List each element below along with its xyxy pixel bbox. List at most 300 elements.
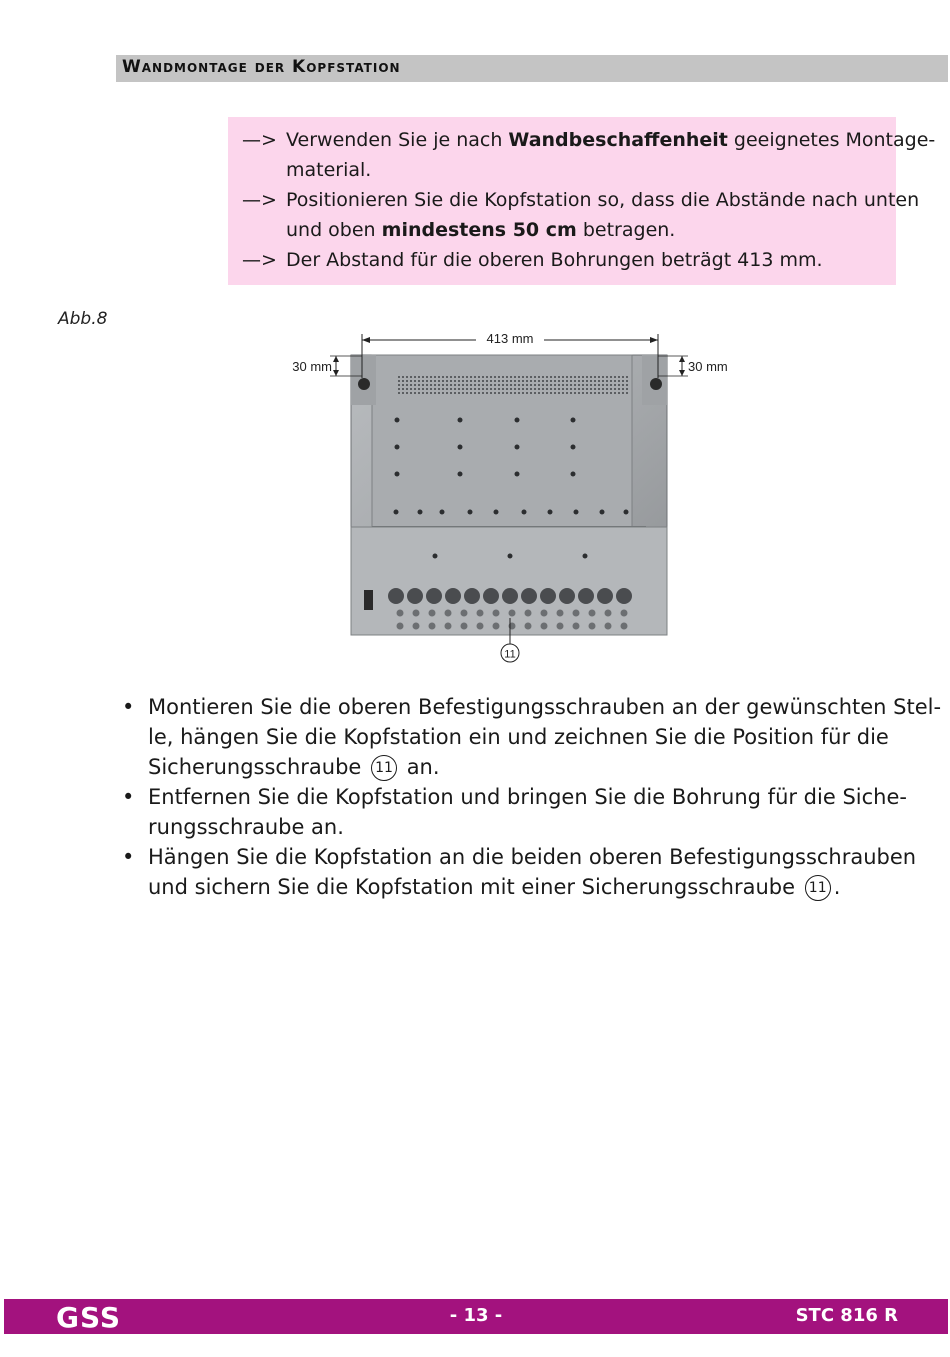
brand-logo: GSS (56, 1301, 122, 1334)
bullet-icon: • (122, 845, 135, 869)
vent-slot (406, 376, 408, 378)
vent-slot (422, 388, 424, 390)
vent-slot (574, 376, 576, 378)
vent-slot (618, 384, 620, 386)
vent-slot (434, 376, 436, 378)
vent-slot (458, 384, 460, 386)
vent-slot (534, 384, 536, 386)
vent-slot (450, 380, 452, 382)
vent-slot (530, 384, 532, 386)
vent-slot (510, 380, 512, 382)
vent-slot (458, 376, 460, 378)
small-hole (573, 610, 580, 617)
vent-slot (442, 376, 444, 378)
vent-slot (590, 388, 592, 390)
vent-slot (538, 392, 540, 394)
screw-hole (468, 510, 473, 515)
vent-slot (458, 388, 460, 390)
vent-slot (462, 388, 464, 390)
vent-slot (434, 388, 436, 390)
vent-slot (582, 388, 584, 390)
vent-slot (402, 388, 404, 390)
list-item: • Entfernen Sie die Kopfstation und bringen Sie die Bohrung für die Siche- rungsschraube an. (122, 782, 898, 842)
vent-slot (410, 392, 412, 394)
vent-slot (510, 392, 512, 394)
small-hole (477, 610, 484, 617)
vent-slot (490, 376, 492, 378)
bullet-icon: • (122, 695, 135, 719)
arrow-icon: —> (242, 249, 277, 271)
vent-slot (398, 380, 400, 382)
vent-slot (526, 388, 528, 390)
small-hole (605, 610, 612, 617)
vent-slot (558, 392, 560, 394)
vent-slot (554, 380, 556, 382)
vent-slot (594, 380, 596, 382)
vent-slot (574, 388, 576, 390)
screw-hole (548, 510, 553, 515)
vent-slot (586, 392, 588, 394)
small-hole (429, 610, 436, 617)
vent-slot (606, 380, 608, 382)
vent-slot (478, 376, 480, 378)
vent-slot (510, 384, 512, 386)
vent-slot (514, 376, 516, 378)
vent-slot (418, 388, 420, 390)
vent-slot (486, 388, 488, 390)
vent-slot (538, 384, 540, 386)
small-hole (413, 610, 420, 617)
vent-slot (478, 388, 480, 390)
vent-slot (582, 376, 584, 378)
cable-hole (388, 588, 404, 604)
vent-slot (514, 380, 516, 382)
vent-slot (538, 380, 540, 382)
vent-slot (606, 376, 608, 378)
vent-slot (422, 392, 424, 394)
mounting-figure (270, 320, 750, 670)
vent-slot (490, 384, 492, 386)
small-hole (589, 610, 596, 617)
page-number: - 13 - (449, 1305, 503, 1326)
vent-slot (562, 388, 564, 390)
vent-slot (494, 376, 496, 378)
vent-slot (546, 392, 548, 394)
screw-hole (508, 554, 513, 559)
vent-slot (474, 380, 476, 382)
small-hole (509, 610, 516, 617)
vent-slot (494, 380, 496, 382)
vent-slot (546, 384, 548, 386)
vent-slot (478, 384, 480, 386)
vent-slot (414, 392, 416, 394)
small-hole (397, 623, 404, 630)
vent-slot (466, 392, 468, 394)
vent-slot (450, 376, 452, 378)
vent-slot (414, 376, 416, 378)
vent-slot (498, 392, 500, 394)
small-hole (461, 623, 468, 630)
vent-slot (598, 388, 600, 390)
vent-slot (626, 384, 628, 386)
screw-hole (458, 472, 463, 477)
vent-slot (582, 384, 584, 386)
vent-slot (426, 392, 428, 394)
vent-slot (534, 376, 536, 378)
vent-slot (506, 376, 508, 378)
bullet-icon: • (122, 785, 135, 809)
vent-slot (562, 380, 564, 382)
vent-slot (414, 380, 416, 382)
vent-slot (610, 384, 612, 386)
vent-slot (458, 392, 460, 394)
small-hole (445, 610, 452, 617)
vent-slot (526, 380, 528, 382)
vent-slot (470, 380, 472, 382)
vent-slot (502, 392, 504, 394)
lower-plate (351, 527, 667, 635)
vent-slot (526, 376, 528, 378)
vent-slot (562, 392, 564, 394)
vent-slot (570, 384, 572, 386)
screw-hole (458, 418, 463, 423)
vent-slot (458, 380, 460, 382)
vent-slot (562, 376, 564, 378)
vent-slot (550, 388, 552, 390)
ground-terminal (364, 590, 373, 610)
vent-slot (618, 388, 620, 390)
screw-hole (600, 510, 605, 515)
vent-slot (414, 384, 416, 386)
vent-slot (626, 388, 628, 390)
screw-hole (583, 554, 588, 559)
vent-slot (418, 392, 420, 394)
screw-hole (458, 445, 463, 450)
screw-hole (395, 472, 400, 477)
vent-slot (402, 384, 404, 386)
vent-slot (534, 388, 536, 390)
screw-hole (433, 554, 438, 559)
vent-slot (566, 380, 568, 382)
small-hole (493, 610, 500, 617)
vent-slot (474, 384, 476, 386)
vent-slot (486, 376, 488, 378)
vent-slot (462, 376, 464, 378)
vent-slot (474, 392, 476, 394)
vent-slot (426, 388, 428, 390)
screw-hole (571, 418, 576, 423)
vent-slot (602, 380, 604, 382)
vent-slot (406, 388, 408, 390)
vent-slot (498, 380, 500, 382)
vent-slot (398, 384, 400, 386)
vent-slot (570, 392, 572, 394)
vent-slot (614, 388, 616, 390)
vent-slot (422, 376, 424, 378)
vent-slot (450, 384, 452, 386)
model-name: STC 816 R (795, 1305, 898, 1326)
vent-slot (554, 376, 556, 378)
vent-slot (534, 392, 536, 394)
vent-slot (454, 376, 456, 378)
vent-slot (402, 380, 404, 382)
vent-slot (426, 380, 428, 382)
vent-slot (542, 388, 544, 390)
figure-label: Abb.8 (58, 309, 108, 329)
vent-slot (438, 376, 440, 378)
small-hole (621, 623, 628, 630)
small-hole (429, 623, 436, 630)
vent-slot (430, 388, 432, 390)
small-hole (493, 623, 500, 630)
vent-slot (586, 384, 588, 386)
vent-slot (410, 380, 412, 382)
vent-slot (518, 376, 520, 378)
vent-slot (498, 388, 500, 390)
vent-slot (530, 376, 532, 378)
vent-slot (418, 376, 420, 378)
vent-slot (422, 380, 424, 382)
vent-slot (470, 376, 472, 378)
vent-slot (610, 388, 612, 390)
note-box: —> Verwenden Sie je nach Wandbeschaffenheit geeignetes Montage- material. —> Positionieren Sie die Kopfstation so, dass die Abstände nach unten und oben mindestens 50 cm betragen. —> Der Abstand für die oberen Bohrungen beträgt 413 mm. (228, 117, 896, 285)
vent-slot (466, 384, 468, 386)
small-hole (541, 623, 548, 630)
small-hole (445, 623, 452, 630)
vent-slot (514, 384, 516, 386)
screw-hole (571, 445, 576, 450)
screw-hole (571, 472, 576, 477)
vent-slot (554, 384, 556, 386)
vent-slot (490, 380, 492, 382)
vent-slot (482, 392, 484, 394)
vent-slot (594, 384, 596, 386)
vent-slot (578, 392, 580, 394)
vent-slot (398, 388, 400, 390)
vent-slot (626, 392, 628, 394)
vent-slot (494, 384, 496, 386)
callout-reference: 11 (805, 875, 831, 901)
vent-slot (574, 384, 576, 386)
vent-slot (626, 376, 628, 378)
vent-slot (434, 384, 436, 386)
vent-slot (494, 388, 496, 390)
vent-slot (502, 388, 504, 390)
cable-hole (426, 588, 442, 604)
arrow-icon: —> (242, 189, 277, 211)
vent-slot (570, 380, 572, 382)
dimension-left: 30 mm (292, 359, 332, 374)
vent-slot (582, 380, 584, 382)
vent-slot (454, 392, 456, 394)
vent-slot (622, 392, 624, 394)
vent-slot (578, 388, 580, 390)
vent-slot (450, 392, 452, 394)
vent-slot (602, 376, 604, 378)
cable-hole (578, 588, 594, 604)
vent-slot (606, 384, 608, 386)
vent-slot (418, 384, 420, 386)
vent-slot (590, 392, 592, 394)
emphasis: Wandbeschaffenheit (508, 129, 728, 151)
vent-slot (614, 392, 616, 394)
vent-slot (562, 384, 564, 386)
section-title: Wandmontage der Kopfstation (122, 57, 401, 77)
vent-slot (478, 392, 480, 394)
vent-slot (454, 388, 456, 390)
vent-slot (586, 388, 588, 390)
vent-slot (558, 380, 560, 382)
vent-slot (586, 376, 588, 378)
vent-slot (594, 376, 596, 378)
vent-slot (406, 380, 408, 382)
vent-slot (526, 384, 528, 386)
vent-slot (594, 392, 596, 394)
instruction-list (122, 692, 942, 902)
vent-slot (426, 384, 428, 386)
vent-slot (398, 376, 400, 378)
vent-slot (574, 380, 576, 382)
small-hole (525, 610, 532, 617)
vent-slot (570, 388, 572, 390)
vent-slot (598, 384, 600, 386)
vent-slot (574, 392, 576, 394)
vent-slot (438, 388, 440, 390)
vent-slot (486, 384, 488, 386)
vent-slot (522, 380, 524, 382)
emphasis: mindestens 50 cm (381, 219, 577, 241)
screw-hole (515, 418, 520, 423)
vent-slot (438, 384, 440, 386)
vent-slot (618, 392, 620, 394)
vent-slot (466, 376, 468, 378)
vent-slot (598, 380, 600, 382)
vent-slot (622, 376, 624, 378)
vent-slot (518, 388, 520, 390)
vent-slot (510, 376, 512, 378)
vent-slot (614, 384, 616, 386)
vent-slot (578, 384, 580, 386)
vent-slot (430, 376, 432, 378)
vent-slot (602, 384, 604, 386)
vent-slot (566, 392, 568, 394)
vent-slot (606, 388, 608, 390)
screw-hole (394, 510, 399, 515)
vent-slot (466, 380, 468, 382)
vent-slot (430, 384, 432, 386)
screw-hole (494, 510, 499, 515)
vent-slot (586, 380, 588, 382)
small-hole (397, 610, 404, 617)
vent-slot (502, 384, 504, 386)
vent-slot (510, 388, 512, 390)
vent-slot (614, 380, 616, 382)
vent-slot (550, 384, 552, 386)
vent-slot (434, 380, 436, 382)
vent-slot (518, 380, 520, 382)
vent-slot (462, 392, 464, 394)
vent-slot (486, 392, 488, 394)
vent-slot (502, 376, 504, 378)
mounting-diagram (270, 320, 750, 670)
vent-slot (606, 392, 608, 394)
vent-slot (618, 380, 620, 382)
vent-slot (602, 392, 604, 394)
vent-slot (470, 388, 472, 390)
vent-slot (442, 384, 444, 386)
vent-slot (442, 380, 444, 382)
vent-slot (406, 392, 408, 394)
dimension-right: 30 mm (688, 359, 728, 374)
vent-slot (590, 376, 592, 378)
vent-slot (518, 384, 520, 386)
vent-slot (610, 376, 612, 378)
screw-hole (574, 510, 579, 515)
vent-slot (450, 388, 452, 390)
vent-slot (514, 392, 516, 394)
vent-slot (474, 376, 476, 378)
screw-hole (395, 445, 400, 450)
callout-reference: 11 (371, 755, 397, 781)
vent-slot (422, 384, 424, 386)
vent-slot (594, 388, 596, 390)
screw-hole (515, 445, 520, 450)
vent-slot (418, 380, 420, 382)
vent-slot (566, 376, 568, 378)
vent-slot (490, 388, 492, 390)
vent-slot (578, 380, 580, 382)
vent-slot (550, 376, 552, 378)
vent-slot (474, 388, 476, 390)
vent-slot (470, 392, 472, 394)
vent-slot (622, 384, 624, 386)
small-hole (461, 610, 468, 617)
vent-slot (526, 392, 528, 394)
vent-slot (590, 384, 592, 386)
screw-hole (522, 510, 527, 515)
vent-slot (550, 392, 552, 394)
vent-slot (498, 384, 500, 386)
section-header-bar (116, 55, 948, 82)
vent-slot (402, 376, 404, 378)
vent-slot (554, 392, 556, 394)
vent-slot (446, 376, 448, 378)
vent-slot (558, 388, 560, 390)
cable-hole (616, 588, 632, 604)
vent-slot (522, 388, 524, 390)
mounting-hole-right (650, 378, 662, 390)
vent-slot (542, 392, 544, 394)
vent-slot (614, 376, 616, 378)
vent-slot (442, 392, 444, 394)
mounting-hole-left (358, 378, 370, 390)
vent-slot (506, 392, 508, 394)
vent-slot (618, 376, 620, 378)
screw-hole (624, 510, 629, 515)
vent-slot (538, 376, 540, 378)
vent-slot (554, 388, 556, 390)
vent-slot (542, 376, 544, 378)
vent-slot (582, 392, 584, 394)
vent-slot (598, 376, 600, 378)
vent-slot (406, 384, 408, 386)
screw-hole (395, 418, 400, 423)
vent-slot (498, 376, 500, 378)
vent-slot (546, 380, 548, 382)
vent-slot (446, 388, 448, 390)
vent-slot (578, 376, 580, 378)
vent-slot (522, 384, 524, 386)
